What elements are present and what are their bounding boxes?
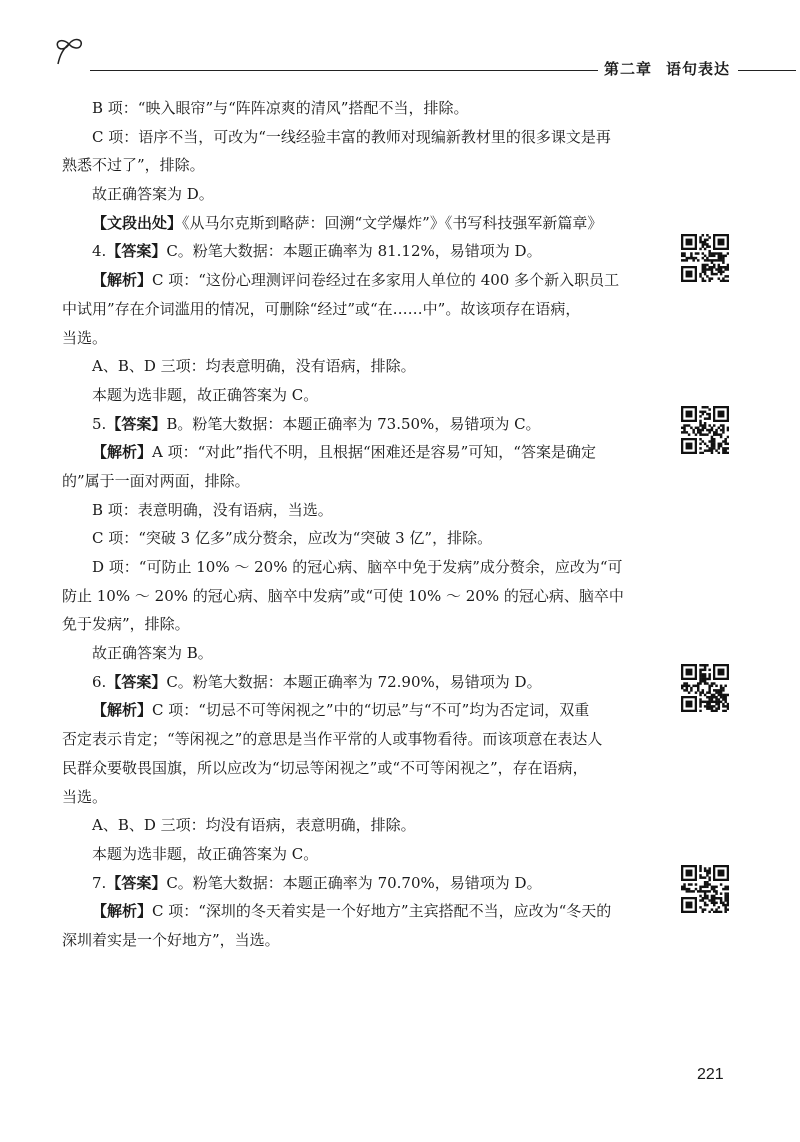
text-span: 当选。 xyxy=(62,328,108,347)
qr-code-5 xyxy=(681,406,729,454)
text-line xyxy=(62,237,656,266)
text-span: 5. xyxy=(92,414,107,433)
sprout-icon xyxy=(52,36,86,66)
chapter-title: 语句表达 xyxy=(666,60,731,78)
text-line xyxy=(62,467,656,496)
text-line xyxy=(62,869,656,898)
text-line xyxy=(62,381,656,410)
text-span: A、B、D 三项：均没有语病，表意明确，排除。 xyxy=(92,816,416,835)
text-span: A 项：“对此”指代不明，且根据“困难还是容易”可知，“答案是确定 xyxy=(152,443,596,462)
page-number: 221 xyxy=(697,1066,724,1083)
text-span: B。粉笔大数据：本题正确率为 73.50%，易错项为 C。 xyxy=(166,414,541,433)
text-line xyxy=(62,668,656,697)
text-line xyxy=(62,897,656,926)
text-span: D 项：“可防止 10% ～ 20% 的冠心病、脑卒中免于发病”成分赘余，应改为“可 xyxy=(92,558,623,576)
text-line xyxy=(62,926,656,955)
text-span: 故正确答案为 B。 xyxy=(92,644,213,663)
text-line xyxy=(62,180,656,209)
chapter-label: 第二章 xyxy=(604,60,653,78)
text-span: 当选。 xyxy=(62,787,108,806)
qr-code-4 xyxy=(681,234,729,282)
text-span: A、B、D 三项：均表意明确，没有语病，排除。 xyxy=(92,357,416,376)
text-span: 本题为选非题，故正确答案为 C。 xyxy=(92,385,319,404)
text-span: 故正确答案为 D。 xyxy=(92,185,214,204)
text-span: 本题为选非题，故正确答案为 C。 xyxy=(92,844,319,863)
text-span: B 项：“映入眼帘”与“阵阵凉爽的清风”搭配不当，排除。 xyxy=(92,99,469,117)
text-span: 民群众要敬畏国旗，所以应改为“切忌等闲视之”或“不可等闲视之”，存在语病， xyxy=(62,758,588,777)
text-line xyxy=(62,94,656,123)
text-span: 防止 10% ～ 20% 的冠心病、脑卒中发病”或“可使 10% ～ 20% 的冠心病、脑卒中 xyxy=(62,586,624,605)
section-label: 【解析】 xyxy=(92,271,153,290)
text-span: 4. xyxy=(92,242,107,261)
text-line xyxy=(62,123,656,152)
text-span: 深圳着实是一个好地方”，当选。 xyxy=(62,930,280,949)
text-span: C 项：“切忌不可等闲视之”中的“切忌”与“不可”均为否定词，双重 xyxy=(152,701,590,720)
section-label: 【解析】 xyxy=(92,902,153,921)
text-line xyxy=(62,266,656,295)
section-label: 【答案】 xyxy=(106,414,167,433)
text-line xyxy=(62,783,656,812)
text-line xyxy=(62,209,656,238)
section-label: 【解析】 xyxy=(92,443,153,462)
answer-explanation-body xyxy=(62,94,656,955)
text-line xyxy=(62,582,656,611)
text-line xyxy=(62,324,656,353)
text-line xyxy=(62,639,656,668)
text-span: C 项：“这份心理测评问卷经过在多家用人单位的 400 多个新入职员工 xyxy=(152,271,620,290)
text-span: C 项：语序不当，可改为“一线经验丰富的教师对现编新教材里的很多课文是再 xyxy=(92,127,611,146)
text-line xyxy=(62,553,656,582)
text-span: C 项：“突破 3 亿多”成分赘余，应改为“突破 3 亿”，排除。 xyxy=(92,529,493,548)
text-line xyxy=(62,754,656,783)
text-line xyxy=(62,151,656,180)
header-rule-right xyxy=(738,70,796,71)
chapter-heading xyxy=(604,58,738,79)
text-span: 免于发病”，排除。 xyxy=(62,615,190,634)
section-label: 【答案】 xyxy=(106,873,167,892)
text-line xyxy=(62,610,656,639)
text-line xyxy=(62,410,656,439)
text-line xyxy=(62,840,656,869)
text-span: C。粉笔大数据：本题正确率为 70.70%，易错项为 D。 xyxy=(166,873,542,892)
text-line xyxy=(62,725,656,754)
text-span: C。粉笔大数据：本题正确率为 72.90%，易错项为 D。 xyxy=(166,672,542,691)
section-label: 【文段出处】 xyxy=(92,213,183,232)
text-span: 6. xyxy=(92,672,107,691)
text-line xyxy=(62,295,656,324)
text-span: C 项：“深圳的冬天着实是一个好地方”主宾搭配不当，应改为“冬天的 xyxy=(152,902,612,921)
text-span: 的”属于一面对两面，排除。 xyxy=(62,471,250,490)
section-label: 【解析】 xyxy=(92,701,153,720)
qr-code-7 xyxy=(681,865,729,913)
text-span: 7. xyxy=(92,873,107,892)
text-span: B 项：表意明确，没有语病，当选。 xyxy=(92,500,333,519)
text-line xyxy=(62,438,656,467)
header-rule-left xyxy=(90,70,598,71)
text-span: 中试用”存在介词滥用的情况，可删除“经过”或“在……中”。故该项存在语病， xyxy=(62,299,581,318)
qr-code-6 xyxy=(681,664,729,712)
text-span: 否定表示肯定；“等闲视之”的意思是当作平常的人或事物看待。而该项意在表达人 xyxy=(62,730,603,749)
text-line xyxy=(62,524,656,553)
text-line xyxy=(62,352,656,381)
text-line xyxy=(62,811,656,840)
text-span: C。粉笔大数据：本题正确率为 81.12%，易错项为 D。 xyxy=(166,242,542,261)
section-label: 【答案】 xyxy=(106,242,167,261)
page-header xyxy=(0,0,800,90)
text-span: 《从马尔克斯到略萨：回溯“文学爆炸”》《书写科技强军新篇章》 xyxy=(182,213,603,232)
section-label: 【答案】 xyxy=(106,672,167,691)
text-line xyxy=(62,696,656,725)
text-line xyxy=(62,496,656,525)
text-span: 熟悉不过了”，排除。 xyxy=(62,156,205,175)
